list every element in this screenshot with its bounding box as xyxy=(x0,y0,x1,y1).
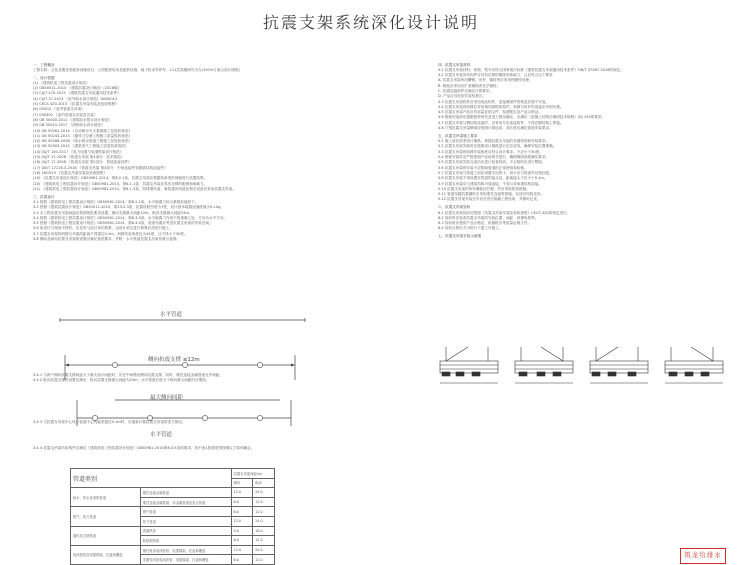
text-line: (1) 《建筑机电工程抗震设计规范》 xyxy=(33,80,90,85)
section-heading: 三、抗震设计 xyxy=(33,194,55,199)
text-line: (15) JGJ/T 17-2008 《管道支吊架 第1部分：技术规范》 xyxy=(33,155,125,160)
table-header-row xyxy=(71,469,275,479)
text-line: 4.4 抗震支吊架的斜撑应采用相同规格的构件，斜撑与吊杆的连接应牢固可靠。 xyxy=(438,104,564,109)
table-category-cell: 电线套管及电缆梯架、托盘和槽盒 xyxy=(71,545,141,564)
table-sub-head: 侧向 xyxy=(231,478,253,488)
section-heading: 五、抗震支吊架施工要求 xyxy=(438,133,478,138)
text-line: 3.3 本工程抗震支吊架间距应按照规范要求设置，侧向支撑最大间距12m，纵向支撑最大间距24m。 xyxy=(33,210,193,215)
diagram-label-top: 水平管道 xyxy=(160,312,183,318)
table-category-cell: 燃气、热力管道 xyxy=(71,507,141,526)
table-value-cell: 12.0 xyxy=(231,516,253,526)
text-line: (8) GB 50040-2012 《建筑给水排水设计规范》 xyxy=(33,117,112,122)
text-line: (3) CJJ/T 470-2015 《建筑抗震支吊架通用技术条件》 xyxy=(33,91,121,96)
table-row xyxy=(71,507,275,517)
text-line: (10) GB 50261-2014 《自动喷水灭火系统施工及验收规范》 xyxy=(33,128,133,133)
sketch-3 xyxy=(590,347,648,383)
left-column xyxy=(33,60,338,242)
right-column xyxy=(438,60,723,240)
watermark-stamp: 筑龙给排水 xyxy=(680,548,726,564)
text-line: 5.10 抗震支吊架的所有螺栓应拧紧，并应采取防松措施。 xyxy=(438,186,530,191)
table-category-cell: 通风及空调管道 xyxy=(71,526,141,545)
text-line: 5.1 施工前应熟悉设计图纸，掌握抗震支吊架的布置原则和安装要求。 xyxy=(438,139,550,144)
text-line: 3.1 按照《建筑机电工程抗震设计规范》GB50981-2014，第8.2.2条，水平地震力综合系数取值如下。 xyxy=(33,199,199,204)
text-line: (16) JGJ/T 17-2008 《管道支吊架 第2部分：管道连接部件》 xyxy=(33,160,132,165)
sketch-4 xyxy=(665,347,723,383)
table-row xyxy=(71,545,275,555)
table-value-cell: 12.0 xyxy=(253,555,275,565)
text-line: 6.3 验收时应提供产品合格证、检测报告等质量证明文件。 xyxy=(438,221,532,226)
text-line: 5.11 管道穿越抗震缝时应采取柔性连接等措施，以适应结构变形。 xyxy=(438,192,545,197)
table-desc-cell: 普通风管 xyxy=(140,526,231,536)
text-line: D. 产品应具有型式检验报告。 xyxy=(438,94,487,99)
section-heading: 六、抗震支吊架验收 xyxy=(438,205,471,210)
table-value-cell: 12.0 xyxy=(253,507,275,517)
text-line: (13) GB 50303-2015 《建筑电气工程施工质量验收规范》 xyxy=(33,144,129,149)
text-line: (17) GB/T 17116.3-2018 《管道支吊架 第3部分：中间连接件和建筑结构连接件》 xyxy=(33,165,168,170)
sketch-1 xyxy=(440,347,498,383)
table-category-cell: 给水、热水及消防管道 xyxy=(71,488,141,507)
text-line: A. 抗震支吊架所用槽钢、吊杆、锚栓等应采用热镀锌处理； xyxy=(438,78,533,83)
table-value-cell: 24.0 xyxy=(253,488,275,498)
table-title-cell: 管道类别 xyxy=(71,469,232,488)
text-line: 4.6 锚栓的选择应根据基材种类及受力情况确定，应满足《混凝土结构后锚固技术规程》JGJ 145的要求。 xyxy=(438,115,606,120)
table-value-cell: 6.0 xyxy=(231,497,253,507)
text-line: 工程名称：文化及服务类配套设施项目、公园配套用房及配套设施、地下机动车停车、111层高端研究平台(100%方案合设计图纸) xyxy=(33,67,240,72)
text-line: (12) GB 50268-2008 《给水排水管道工程施工及验收规范》 xyxy=(33,139,133,144)
text-line: 5.2 抗震支吊架安装时应按照设计图纸进行定位放线，确保安装位置准确。 xyxy=(438,144,557,149)
section-heading: 七、抗震支吊架安装示意图 xyxy=(438,234,482,239)
section-heading: 二、设计依据 xyxy=(33,75,55,80)
text-line: 5.12 抗震支吊架安装完毕后应进行隐蔽工程验收，并做好记录。 xyxy=(438,197,541,202)
text-line: C. 抗震连接构件应满足计算要求； xyxy=(438,88,494,93)
sketch-2 xyxy=(515,347,573,383)
text-line: (20) 《建筑机电工程抗震设计规范》GB50981-2014，第6.1.1条，抗震支吊架应具有足够的刚度和承载力。 xyxy=(33,181,208,186)
diagram-label-bottom: 水平管道 xyxy=(150,432,173,438)
table-value-cell: 6.0 xyxy=(231,536,253,546)
text-line: B. 锚栓应采用后扩底锚栓或化学锚栓； xyxy=(438,83,501,88)
text-line: 5.8 抗震支吊架不得设置在管道的接头处，距离接头不应小于0.1m。 xyxy=(438,176,548,181)
install-sketches xyxy=(438,345,728,395)
table-value-cell: 12.0 xyxy=(231,545,253,555)
text-line: (9) GB 50015-2017 《消防给水设计规范》 xyxy=(33,123,105,128)
text-line: 4.8 门型抗震支吊架横梁应按照计算选用，其长度应满足管道安装要求。 xyxy=(438,126,553,131)
text-line: 4.3 抗震支吊架构件应采用成品构件，连接紧固件的构造应便于安装。 xyxy=(438,99,550,104)
text-line: 4.2 抗震支吊架所有构件应具有足够的刚度和承载力，且应符合以下要求： xyxy=(438,73,557,78)
diagram-notes-a: 3.4.1 当两个侧向抗震支撑间距大于最大设计间距时，应在中间增设侧向抗震支撑，同时，刚性连接金属管道允许间距。 3.4.2 纵向抗震支撑的设置应满足：纵向抗震支撑最大间距为24m，水平管道长度大于纵向最大间距时应增设。 xyxy=(33,373,223,383)
table-sub-head: 纵向 xyxy=(253,478,275,488)
text-line: 3.2 按照《建筑抗震设计规范》GB50011-2010，第13.2.3条，抗震设防烈度为7度，设计基本地震加速度值为0.10g。 xyxy=(33,205,224,210)
text-line: 3.4 按照《建筑机电工程抗震设计规范》GB50981-2014，第8.3.3条，水平地震力作用于管道重心处，方向为水平方向。 xyxy=(33,215,228,220)
diagram-notes-b: 3.4.3 当抗震支吊架中心线与管道中心线偏差超过0.1m时，应重新计算抗震支吊架的受力情况。 xyxy=(33,420,186,424)
table-desc-cell: 热力管道 xyxy=(140,516,231,526)
text-line: (4) CJJ/T 37-2013 《室外给水设计规范》GB50013 xyxy=(33,96,118,101)
text-line: 3.8 侧向及纵向抗震支吊架的设置应满足规范要求，并附：水平管道抗震支吊架布置示意图。 xyxy=(33,237,181,241)
diagram-label-mid: 侧向抗震支撑 ≤12m xyxy=(148,357,200,363)
text-line: 5.5 抗震支吊架安装完成后应进行检查验收，不合格的应进行整改。 xyxy=(438,160,546,165)
text-line: 4.7 抗震支吊架与钢结构连接时，应采用专用连接构件，不得在钢结构上焊接。 xyxy=(438,120,564,125)
table-value-cell: 12.0 xyxy=(231,488,253,498)
text-line: (5) CECS 420-2015 《抗震支吊架安装及验收规程》 xyxy=(33,102,119,107)
spacing-diagram xyxy=(55,300,320,440)
table-desc-cell: 非刚性材质电线套管、电缆梯架、托盘和槽盒 xyxy=(140,555,231,565)
table-desc-cell: 刚性材质电线套管、电缆梯架、托盘和槽盒 xyxy=(140,545,231,555)
text-line: 3.7 抗震支吊架的斜撑与吊架的距离不得超过0.1m，斜撑安装角度宜为45度，且不得小于30度。 xyxy=(33,231,188,236)
section-heading: 一、工程概况 xyxy=(33,62,55,67)
text-line: 5.4 锚栓安装时应严格按照产品说明书进行，确保锚固深度满足要求。 xyxy=(438,155,550,160)
table-value-cell: 18.0 xyxy=(253,526,275,536)
table-row xyxy=(71,488,275,498)
section-heading: 四、抗震支吊架材料 xyxy=(438,62,471,67)
text-line: 5.9 抗震支吊架应与建筑结构可靠连接，不得与非承重结构连接。 xyxy=(438,181,542,186)
text-line: 3.6 如设计与现场不符时，应及时与设计单位联系，由设计单位进行核算后再进行施工。 xyxy=(33,226,173,231)
table-desc-cell: 刚性连接金属管道 xyxy=(140,488,231,498)
table-value-cell: 12.0 xyxy=(253,536,275,546)
table-desc-cell: 燃气管道 xyxy=(140,507,231,517)
text-line: (2) GB50011-2010 《建筑抗震设计规范》(2016版) xyxy=(33,86,119,91)
text-line: (11) GB 50243-2015 《通风与空调工程施工质量验收规范》 xyxy=(33,133,133,138)
text-line: (14) JGJ/T 140-2017 《电力电缆与电缆桥架设计规范》 xyxy=(33,149,124,154)
diagram-notes-c: 3.4.4 抗震支吊架所用构件应满足《建筑机电工程抗震设计规范》GB50981-2014第8.3.5条的要求，其中表1管道类别按照以下原则确定。 xyxy=(33,446,255,450)
text-line: 5.3 抗震支吊架的斜撑安装角度应符合设计要求，不应小于30度。 xyxy=(438,149,543,154)
text-line: 6.4 验收合格后方可进行下道工序施工。 xyxy=(438,226,503,231)
text-line: 4.5 抗震支吊架产品应有质量证明文件、检测报告及产品合格证。 xyxy=(438,110,542,115)
text-line: 5.7 抗震支吊架与管道之间应设置专用管卡，管卡应与管道外径相匹配。 xyxy=(438,170,553,175)
text-line: 3.5 按照《建筑机电工程抗震设计规范》GB50981-2014，第8.3.4条，管道布置应考虑抗震支吊架的安装空间。 xyxy=(33,221,213,226)
diagram-label-v: 最大侧向间距 xyxy=(150,395,184,401)
table-value-cell: 24.0 xyxy=(253,516,275,526)
table-value-cell: 12.0 xyxy=(253,497,275,507)
table-value-cell: 6.0 xyxy=(231,555,253,565)
text-line: (21) 《建筑机电工程抗震设计规范》GB50981-2014，第8.1.3条，防排烟风道、事故通风风道及相关设备应采用抗震支吊架。 xyxy=(33,186,236,191)
text-line: (7) 03S402 《室内管道支吊架及安装》 xyxy=(33,112,98,117)
text-line: (19) 《抗震支吊架设计规范》GB50981-2014，第8.2.1条，抗震支吊架应根据其承受的荷载进行抗震验算。 xyxy=(33,176,208,181)
table-col-head: 抗震支吊架间距(m) xyxy=(231,469,274,479)
text-line: 6.2 验收时应检查抗震支吊架的安装位置、间距、斜撑角度等。 xyxy=(438,215,539,220)
table-desc-cell: 防排烟风管 xyxy=(140,536,231,546)
text-line: 4.1 抗震支吊架材料、规格、型号应符合国家现行标准《建筑抗震支吊架通用技术条件》GB/T 37267-2018的规定。 xyxy=(438,67,624,72)
table-row xyxy=(71,526,275,536)
text-line: 6.1 抗震支吊架验收应按照《抗震支吊架安装及验收规程》CECS 420的规定进行。 xyxy=(438,210,571,215)
text-line: 5.6 抗震支吊架的安装不应影响管道的正常使用和检修。 xyxy=(438,165,528,170)
page-title: 抗震支架系统深化设计说明 xyxy=(262,13,479,32)
table-value-cell: 6.0 xyxy=(231,507,253,517)
table-value-cell: 24.0 xyxy=(253,545,275,555)
spacing-table xyxy=(70,468,275,565)
table-desc-cell: 柔性连接金属管道、非金属管道及复合管道 xyxy=(140,497,231,507)
text-line: (18) 16G519 《抗震支吊架安装及验收图集》 xyxy=(33,170,108,175)
text-line: (6) 05SG2 《室内管道支吊架》 xyxy=(33,107,85,112)
table-value-cell: 9.0 xyxy=(231,526,253,536)
